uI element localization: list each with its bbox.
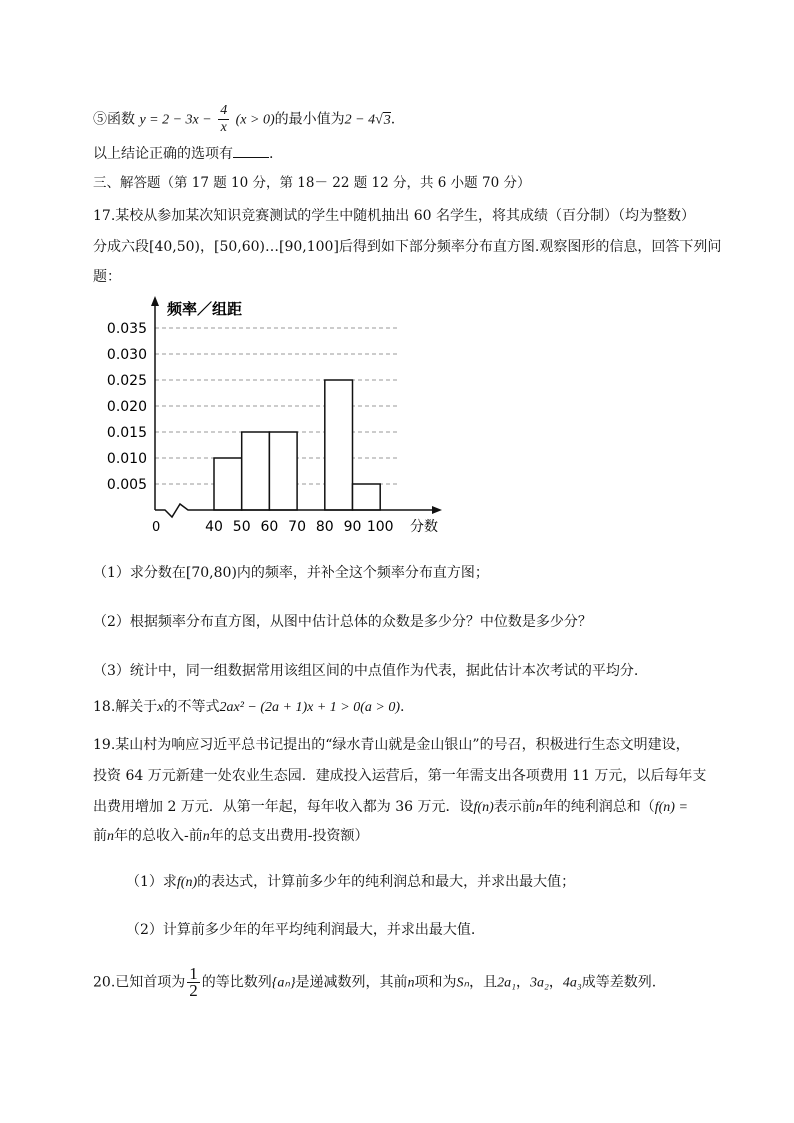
item-5-domain: (x > 0) <box>235 112 275 128</box>
q17-line-2: 分成六段[40,50)，[50,60)…[90,100]后得到如下部分频率分布直方图.观察图形的信息，回答下列问 <box>93 239 722 255</box>
y-tick-label: 0.035 <box>106 321 147 337</box>
x-tick-label: 50 <box>232 519 251 535</box>
histogram-bar-60-70 <box>269 432 297 510</box>
q20-sequence: {aₙ} <box>271 975 296 991</box>
q18-text-b: 的不等式 <box>163 699 220 715</box>
q19-line-4-c: 年的总支出费用-投资额） <box>209 828 369 844</box>
q18-inequality: 2ax² − (2a + 1)x + 1 > 0(a > 0) <box>219 700 400 715</box>
conclusion-end: . <box>269 146 274 162</box>
q19-n-2: n <box>107 829 114 844</box>
q20-sep-2: ， <box>548 974 563 991</box>
q17-sub-3: （3）统计中，同一组数据常用该组区间的中点值作为代表，据此估计本次考试的平均分. <box>93 663 639 679</box>
answer-blank[interactable] <box>233 143 269 158</box>
q19-line-4-a: 前 <box>93 828 107 844</box>
q19-sub-1-b: 的表达式，计算前多少年的纯利润总和最大，并求出最大值； <box>197 874 576 890</box>
q20-term-2: 3a₂ <box>530 975 549 991</box>
y-tick-label: 0.005 <box>106 477 147 493</box>
x-tick-label: 80 <box>315 519 334 535</box>
q20-sn: Sₙ <box>456 975 470 991</box>
q19-n: n <box>535 800 543 815</box>
q19-line-2: 投资 64 万元新建一处农业生态园．建成投入运营后，第一年需支出各项费用 11 万元，以后每年支 <box>93 768 707 784</box>
x-axis-label: 分数 <box>410 519 438 535</box>
histogram-bar-90-100 <box>353 484 381 510</box>
item-5-end: . <box>390 111 396 128</box>
histogram-bar-50-60 <box>242 432 270 510</box>
q19-sub-1 <box>126 872 575 893</box>
q19-sub-2: （2）计算前多少年的年平均纯利润最大，并求出最大值. <box>126 922 476 938</box>
q18-line <box>93 697 404 718</box>
q19-line-4 <box>93 826 368 847</box>
q17-line-3: 题： <box>93 269 121 285</box>
x-tick-label: 60 <box>260 519 279 535</box>
x-axis-arrow <box>432 506 442 514</box>
origin-label: 0 <box>152 520 161 535</box>
item-5-marker: ⑤ <box>93 111 107 128</box>
item-5-result: 2 − 4√3 <box>344 112 391 128</box>
q19-fn: f(n) <box>473 800 494 815</box>
conclusion-text: 以上结论正确的选项有 <box>93 146 233 162</box>
q17-sub-1: （1）求分数在[70,80)内的频率，并补全这个频率分布直方图； <box>93 565 489 581</box>
y-tick-label: 0.020 <box>106 399 147 415</box>
histogram-bar-40-50 <box>214 458 242 510</box>
q20-fraction: $\frac{1}{2}$ <box>189 964 198 1000</box>
q18-end: . <box>400 699 405 715</box>
conclusion-line <box>93 143 273 164</box>
q20-line <box>93 966 656 999</box>
q19-sub-1-a: （1）求 <box>126 874 177 890</box>
q20-text-e: ，且 <box>469 974 498 991</box>
y-axis-label: 频率／组距 <box>167 300 243 318</box>
q20-text-b: 的等比数列 <box>201 974 272 991</box>
q19-n-3: n <box>202 829 210 844</box>
q19-line-3-c: 年的纯利润总和（ <box>542 799 655 815</box>
q20-n: n <box>407 975 415 991</box>
q19-line-1: 19.某山村为响应习近平总书记提出的“绿水青山就是金山银山”的号召，积极进行生态文明建设， <box>93 737 690 753</box>
x-tick-label: 40 <box>205 519 223 535</box>
histogram-bar-80-90 <box>325 380 353 510</box>
q19-line-3-b: 表示前 <box>493 799 536 815</box>
q20-term-1: 2a₁ <box>497 975 516 991</box>
item-5-prefix: 函数 <box>107 111 135 128</box>
q19-line-3-text: 出费用增加 2 万元．从第一年起，每年收入都为 36 万元．设 <box>93 799 474 815</box>
q20-text-c: 是递减数列，其前 <box>295 974 408 991</box>
item-5-expr: y = 2 − 3x − <box>139 112 212 128</box>
q19-sub-1-fn: f(n) <box>176 875 198 890</box>
q19-line-4-b: 年的总收入-前 <box>114 828 203 844</box>
y-tick-label: 0.030 <box>106 347 147 363</box>
q17-sub-2: （2）根据频率分布直方图，从图中估计总体的众数是多少分？中位数是多少分？ <box>93 614 592 630</box>
q20-text-d: 项和为 <box>414 974 457 991</box>
q19-line-3 <box>93 797 688 818</box>
x-tick-label: 90 <box>343 519 362 535</box>
q17-line-1: 17.某校从参加某次知识竞赛测试的学生中随机抽出 60 名学生，将其成绩（百分制）（均为整数） <box>93 208 695 224</box>
q20-sep-1: ， <box>516 974 530 991</box>
x-tick-label: 100 <box>366 519 394 535</box>
item-5-mid: 的最小值为 <box>274 111 345 128</box>
q18-var: x <box>157 700 164 715</box>
q19-fn-2: f(n) = <box>654 800 688 815</box>
x-tick-label: 70 <box>288 519 307 535</box>
q20-text-a: 20.已知首项为 <box>93 974 186 991</box>
item-5 <box>93 103 395 136</box>
q20-term-3: 4a₃ <box>562 975 582 991</box>
q18-text: 18.解关于 <box>93 699 158 715</box>
section-heading: 三、解答题（第 17 题 10 分，第 18－ 22 题 12 分，共 6 小题 70 分） <box>93 175 531 191</box>
item-5-fraction: $\frac{4}{x}$ <box>220 103 228 135</box>
y-axis-arrow <box>151 296 159 306</box>
q20-text-f: 成等差数列. <box>581 974 657 991</box>
y-tick-label: 0.010 <box>106 451 147 467</box>
y-tick-label: 0.015 <box>106 425 147 441</box>
y-tick-label: 0.025 <box>106 373 147 389</box>
frequency-histogram <box>90 292 460 544</box>
